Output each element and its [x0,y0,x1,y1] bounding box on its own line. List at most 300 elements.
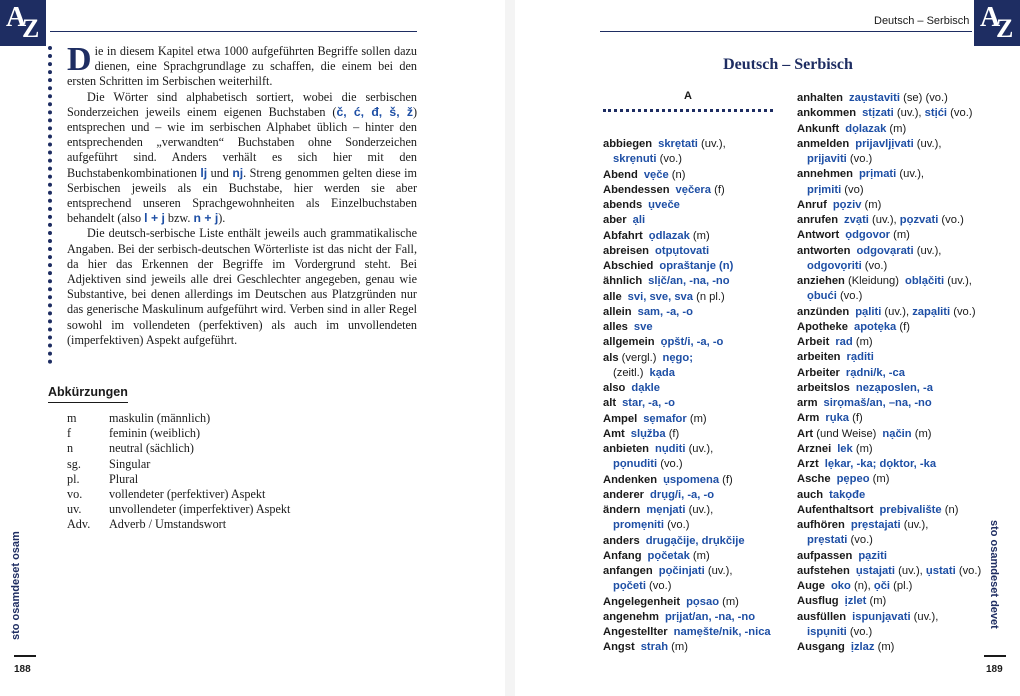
german-headword: Angelegenheit [603,595,681,608]
serbian-translation: ụstati [925,564,956,577]
serbian-translation: pọziv [832,198,862,211]
entry-row [603,549,771,564]
german-headword: anrufen [797,214,839,226]
grammar-note: (m) [668,641,688,654]
german-headword: ankommen [797,107,857,120]
german-headword: abends [603,199,643,211]
entry-row [797,411,981,426]
grammar-note: (vo.) [663,519,690,532]
serbian-translation: ọbući [807,290,837,303]
entry-row [797,442,981,457]
grammar-note: (uv.), [913,244,942,257]
serbian-translation: prịmiti [807,183,842,196]
grammar-note: (m) [890,229,910,242]
german-headword: arbeiten [797,351,841,364]
serbian-translation: namẹšte/nik, -nica [673,626,771,638]
german-headword: Aufenthaltsort [797,503,874,516]
entry-row [797,320,981,335]
serbian-translation: promẹniti [613,519,664,532]
german-headword: aufpassen [797,549,853,562]
serbian-translation: pọčetak [647,549,690,562]
serbian-translation: skrẹnuti [613,153,657,166]
serbian-translation: pạliti [855,305,882,318]
grammar-note: (f) [896,320,910,333]
wordlist-column-2 [797,91,981,655]
serbian-translation: rạdni/k, -ca [845,366,905,379]
grammar-note: (uv.), [893,107,925,120]
serbian-translation: skrẹtati [658,138,698,150]
abbreviation-value: unvollendeter (imperfektiver) Aspekt [109,502,291,517]
serbian-translation: ịzlaz [850,641,875,653]
serbian-translation: stịći [924,107,948,120]
entry-row [797,244,981,259]
usage-note: (Kleidung) [844,275,899,287]
serbian-translation: prijavljịvati [855,137,914,150]
entry-row [603,381,771,396]
entry-row [797,106,981,121]
entry-row [603,305,771,320]
abbreviation-key: sg. [67,456,81,471]
serbian-translation: ispụniti [807,625,847,638]
grammar-note: (m) [689,229,710,242]
serbian-translation: ụstajati [855,564,896,577]
abbreviation-key: uv. [67,502,82,517]
german-headword: Angestellter [603,626,668,638]
german-headword: Arbeit [797,336,830,348]
german-headword: anders [603,534,640,547]
grammar-note: (n) [668,168,686,181]
entry-row [603,366,771,381]
grammar-note: (vo.) [861,259,888,272]
running-header: Deutsch – Serbisch [874,15,970,27]
german-headword: arm [797,397,818,409]
entry-row [603,183,771,198]
grammar-note: (uv.), [896,168,925,181]
serbian-translation: prịmati [858,168,897,181]
grammar-note: (vo.) [947,107,973,120]
grammar-note: (vo.) [955,564,982,577]
abbreviation-value: neutral (sächlich) [109,441,194,456]
entry-row [603,396,771,411]
page-gutter [505,0,515,696]
german-headword: Asche [797,473,831,486]
serbian-translation: dọlazak [845,122,887,135]
serbian-translation: prẹstati [807,534,848,547]
serbian-translation: ụveče [648,199,680,211]
grammar-note: (pl.) [890,580,913,592]
german-headword: auch [797,488,824,501]
entry-row [603,625,771,640]
entry-row [797,274,981,289]
german-headword: anhalten [797,92,844,104]
letter-heading: A [684,90,692,102]
entry-row [797,579,981,594]
grammar-note: (f) [665,427,680,440]
abbreviation-row [67,457,290,472]
entry-row [797,91,981,106]
german-headword: aufhören [797,519,845,531]
abbreviation-key: n [67,441,74,456]
german-headword: Amt [603,427,625,440]
entry-row [603,137,771,152]
german-headword: Art [797,427,814,440]
german-headword: anbieten [603,443,650,455]
serbian-translation: stịzati [862,107,894,120]
entry-row [797,183,981,198]
abbreviation-key: vo. [67,487,83,502]
entry-row [797,503,981,518]
grammar-note: (m) [869,473,890,486]
german-headword: antworten [797,244,851,257]
grammar-note: (uv.), [685,443,714,455]
entry-row [603,198,771,213]
entry-row [603,503,771,518]
serbian-translation: lek [837,442,853,455]
grammar-note: (uv.), [704,565,733,577]
german-headword: Ampel [603,412,638,425]
entry-row [797,594,981,609]
page-number-rule-right [984,655,1006,657]
entry-row [603,152,771,167]
grammar-note: (vo.) [645,580,672,593]
grammar-note: (m) [866,595,887,608]
grammar-note: (m) [886,122,907,135]
entry-row [797,518,981,533]
entry-row [797,350,981,365]
az-logo-icon: A Z [0,0,46,46]
german-headword: aufstehen [797,564,850,577]
entry-row [603,579,771,594]
german-headword: Andenken [603,473,658,486]
german-headword: Abfahrt [603,229,643,242]
usage-note: (zeitl.) [613,366,644,379]
grammar-note: (uv.), [685,504,714,516]
serbian-translation: ọdgovor [845,229,891,242]
abbreviations-heading: Abkürzungen [48,385,128,399]
serbian-translation: sam, -a, -o [637,305,693,318]
left-page [0,0,505,696]
entry-row [603,335,771,350]
entry-row [797,152,981,167]
serbian-translation: otpụtovati [655,244,710,257]
grammar-note: (uv.), [868,214,900,226]
drop-cap: D [67,41,92,78]
entry-row [797,396,981,411]
entry-row [797,228,981,243]
serbian-translation: oko [830,580,851,592]
entry-row [797,213,981,228]
entry-row [797,488,981,503]
grammar-note: (vo.) [846,625,873,638]
grammar-note: (vo) [841,183,864,196]
entry-row [603,274,771,289]
entry-row [797,122,981,137]
serbian-translation: zaụstaviti [849,92,900,104]
dotted-margin [48,46,52,364]
german-headword: als [603,351,619,364]
entry-row [603,351,771,366]
page-number-left: 188 [14,664,31,675]
grammar-note: (m) [852,442,873,455]
abbreviation-key: Adv. [67,517,91,532]
german-headword: ausfüllen [797,610,847,623]
serbian-translation: rạditi [846,351,874,364]
serbian-translation: vẹčera [675,183,711,196]
entry-row [797,610,981,625]
abbreviations-list [67,411,290,533]
serbian-translation: pọčinjati [658,565,705,577]
serbian-translation: prịjat/an, -na, -no [664,610,756,623]
entry-row [603,412,771,427]
side-label-left: sto osamdeset osam [10,531,22,640]
entry-row [797,335,981,350]
entry-row [603,473,771,488]
serbian-translation: pạziti [858,549,887,562]
serbian-translation: slụžba [630,427,666,440]
abbreviation-value: Plural [109,471,139,486]
abbreviation-row [67,487,290,502]
page-number-right: 189 [986,664,1003,675]
serbian-translation: pọzvati [899,214,939,226]
german-headword: Arzt [797,458,819,470]
serbian-translation: ọpšt/i, -a, -o [660,336,724,349]
entry-row [797,533,981,548]
german-headword: Abend [603,168,638,181]
serbian-translation: pọnuditi [613,458,658,471]
german-headword: Auge [797,580,825,592]
serbian-translation: prẹstajati [850,519,901,531]
serbian-translation: ispunjạvati [852,610,911,623]
grammar-note: (uv.), [895,564,926,577]
german-headword: anderer [603,488,645,501]
abbreviation-row [67,502,290,517]
german-headword: allgemein [603,336,655,349]
page-number-rule [14,655,36,657]
abbreviation-row [67,517,290,532]
entry-row [603,564,771,579]
serbian-translation: takọđe [829,488,866,501]
german-headword: Abendessen [603,183,670,196]
abbreviation-key: f [67,426,72,441]
entry-row [797,198,981,213]
entry-row [603,320,771,335]
grammar-note: (uv.), [881,305,913,318]
german-headword: ändern [603,504,641,516]
entry-row [797,640,981,655]
grammar-note: (n) [941,503,959,516]
german-headword: Ankunft [797,122,840,135]
serbian-translation: kạda [649,366,675,379]
abbreviation-row [67,441,290,456]
serbian-translation: apotẹka [853,320,897,333]
serbian-translation: sirọmaš/an, –na, -no [823,397,932,409]
entry-row [603,213,771,228]
abbreviation-value: Adverb / Umstandswort [109,517,227,532]
serbian-translation: lẹkar, -ka; dọktor, -ka [824,458,937,470]
abbreviation-row [67,426,290,441]
serbian-translation: pọsao [686,595,720,608]
grammar-note: (vo.) [656,153,683,166]
german-headword: anzünden [797,305,850,318]
serbian-translation: ọči [873,580,891,592]
serbian-translation: odgovọriti [807,259,862,272]
german-headword: angenehm [603,610,659,623]
serbian-translation: opraštanje (n) [659,260,734,272]
german-headword: Ausgang [797,641,845,653]
serbian-translation: nạčin [882,427,912,440]
serbian-translation: nụditi [655,443,686,455]
serbian-translation: rad [835,336,853,348]
grammar-note: (m) [689,549,710,562]
entry-row [603,518,771,533]
german-headword: ähnlich [603,275,643,288]
grammar-note: (m) [719,595,739,608]
entry-row [797,564,981,579]
usage-note: (vergl.) [618,351,657,364]
grammar-note: (uv.), [913,137,942,150]
intro-text: Die in diesem Kapitel etwa 1000 aufgeführten Begriffe sollen dazu dienen, eine Sprachgrundlage zu schaffen, die einem bei den ersten Schritten im Serbischen weiterhilft. Die Wörter sind alphabetisch sortiert, wobei die serbischen Sonderzeichen jeweils einem eigenen Buchstaben (č, ć, đ, š, ž) entsprechen und – wie im serbischen Alphabet üblich – hinter den entsprechenden „verwandten“ Buchstaben ohne Sonderzeichen aufgeführt sind. Anders verhält es sich hier mit den Buchstabenkombinationen lj und nj. Streng genommen gelten diese im Serbischen jeweils als ein Buchstabe, hier werden sie aber entsprechend unseren Sprachgewohnheiten als Einzelbuchstaben behandelt (also l + j bzw. n + j). Die deutsch-serbische Liste enthält jeweils auch grammatikalische Angaben. Bei der serbisch-deutschen Wörterliste ist das nicht der Fall, da hier das Erkennen der Begriffe im Vordergrund steht. Bei Adjektiven sind jeweils alle drei Geschlechter angegeben, genau wie Substantive, bei denen allerdings im Deutschen aus Platzgründen nur das generische Maskulinum aufgeführt wird. Verben sind in aller Regel sowohl im vollendeten (perfektiven) als auch im unvollendeten (imperfektiven) Aspekt aufgeführt. [67,41,417,347]
entry-row [603,640,771,655]
grammar-note: (m) [861,198,882,211]
serbian-translation: ịzlet [844,595,867,608]
serbian-translation: zapạliti [912,305,951,318]
grammar-note: (se) (vo.) [900,92,948,104]
german-headword: alt [603,397,617,410]
section-title: Deutsch – Serbisch [723,56,853,73]
serbian-translation: prịjaviti [807,153,847,165]
serbian-translation: ạli [632,214,646,227]
serbian-translation: sẹmafor [643,412,687,425]
serbian-translation: nẹgo; [662,351,693,364]
abbreviations-underline [48,402,128,403]
grammar-note: (f) [719,473,733,486]
entry-row [797,625,981,640]
grammar-note: (m) [874,641,895,653]
wordlist-column-1 [603,137,771,656]
serbian-translation: dạkle [631,382,660,394]
serbian-translation: ụspomena [663,473,720,486]
entry-row [603,229,771,244]
serbian-translation: rụka [825,412,850,425]
header-rule-right [600,31,972,32]
grammar-note: (m) [852,336,873,348]
german-headword: Angst [603,641,635,654]
german-headword: annehmen [797,168,853,181]
entry-row [797,167,981,182]
serbian-translation: strah [640,641,669,654]
header-rule [50,31,417,32]
german-headword: Arm [797,412,820,425]
entry-row [603,610,771,625]
abbreviation-value: vollendeter (perfektiver) Aspekt [109,487,266,502]
serbian-translation: sve [633,321,653,333]
entry-row [797,305,981,320]
serbian-translation: prebịvalište [879,503,942,516]
serbian-translation: drugạčije, drụkčije [645,534,745,547]
grammar-note: (vo.) [657,458,683,471]
serbian-translation: oblạčiti [904,275,945,287]
entry-row [797,366,981,381]
german-headword: anmelden [797,137,850,150]
german-headword: arbeitslos [797,381,850,394]
entry-row [797,549,981,564]
german-headword: abbiegen [603,138,653,150]
entry-row [603,457,771,472]
serbian-translation: nezạposlen, -a [855,381,933,394]
grammar-note: (vo.) [938,214,964,226]
entry-row [603,427,771,442]
abbreviation-key: pl. [67,471,80,486]
entry-row [603,595,771,610]
grammar-note: (vo.) [846,153,873,165]
abbreviation-row [67,472,290,487]
grammar-note: (uv.), [910,610,939,623]
serbian-translation: slịč/an, -na, -no [648,275,730,288]
entry-row [603,290,771,305]
entry-row [603,534,771,549]
entry-row [797,472,981,487]
serbian-translation: odgovạrati [856,244,914,257]
serbian-translation: vẹče [643,168,669,181]
abbreviation-key: m [67,411,77,425]
grammar-note: (f) [711,183,725,196]
german-headword: Ausflug [797,595,839,608]
entry-row [603,442,771,457]
entry-row [603,259,771,274]
german-headword: anfangen [603,565,653,577]
grammar-note: (vo.) [836,290,863,303]
german-headword: abreisen [603,244,650,257]
grammar-note: (uv.), [944,275,972,287]
german-headword: alles [603,321,628,333]
german-headword: anziehen [797,275,845,287]
abbreviation-value: feminin (weiblich) [109,426,201,441]
az-logo-icon-right: A Z [974,0,1020,46]
entry-row [797,457,981,472]
dotted-rule [603,109,773,112]
grammar-note: (f) [849,412,863,425]
german-headword: Abschied [603,260,654,272]
german-headword: also [603,382,626,394]
entry-row [797,427,981,442]
grammar-note: (uv.), [900,519,929,531]
serbian-translation: svi, sve, sva [627,290,693,303]
serbian-translation: zvạti [844,214,869,226]
grammar-note: (uv.), [697,138,726,150]
serbian-translation: star, -a, -o [622,397,675,410]
entry-row [797,381,981,396]
grammar-note: (m) [686,412,707,425]
entry-row [797,259,981,274]
serbian-translation: drụg/i, -a, -o [650,488,715,501]
entry-row [603,168,771,183]
german-headword: Anruf [797,198,827,211]
grammar-note: (n), [850,580,874,592]
german-headword: allein [603,305,632,318]
german-headword: Arbeiter [797,366,840,379]
abbreviation-row [67,411,290,426]
abbreviation-value: Singular [109,456,151,471]
entry-row [797,289,981,304]
serbian-translation: pẹpeo [836,473,870,486]
serbian-translation: ọdlazak [648,229,690,242]
entry-row [603,488,771,503]
side-label-right: sto osamdeset devet [988,520,1000,629]
entry-row [603,244,771,259]
german-headword: Antwort [797,229,840,242]
usage-note: (und Weise) [813,427,877,440]
entry-row [797,137,981,152]
